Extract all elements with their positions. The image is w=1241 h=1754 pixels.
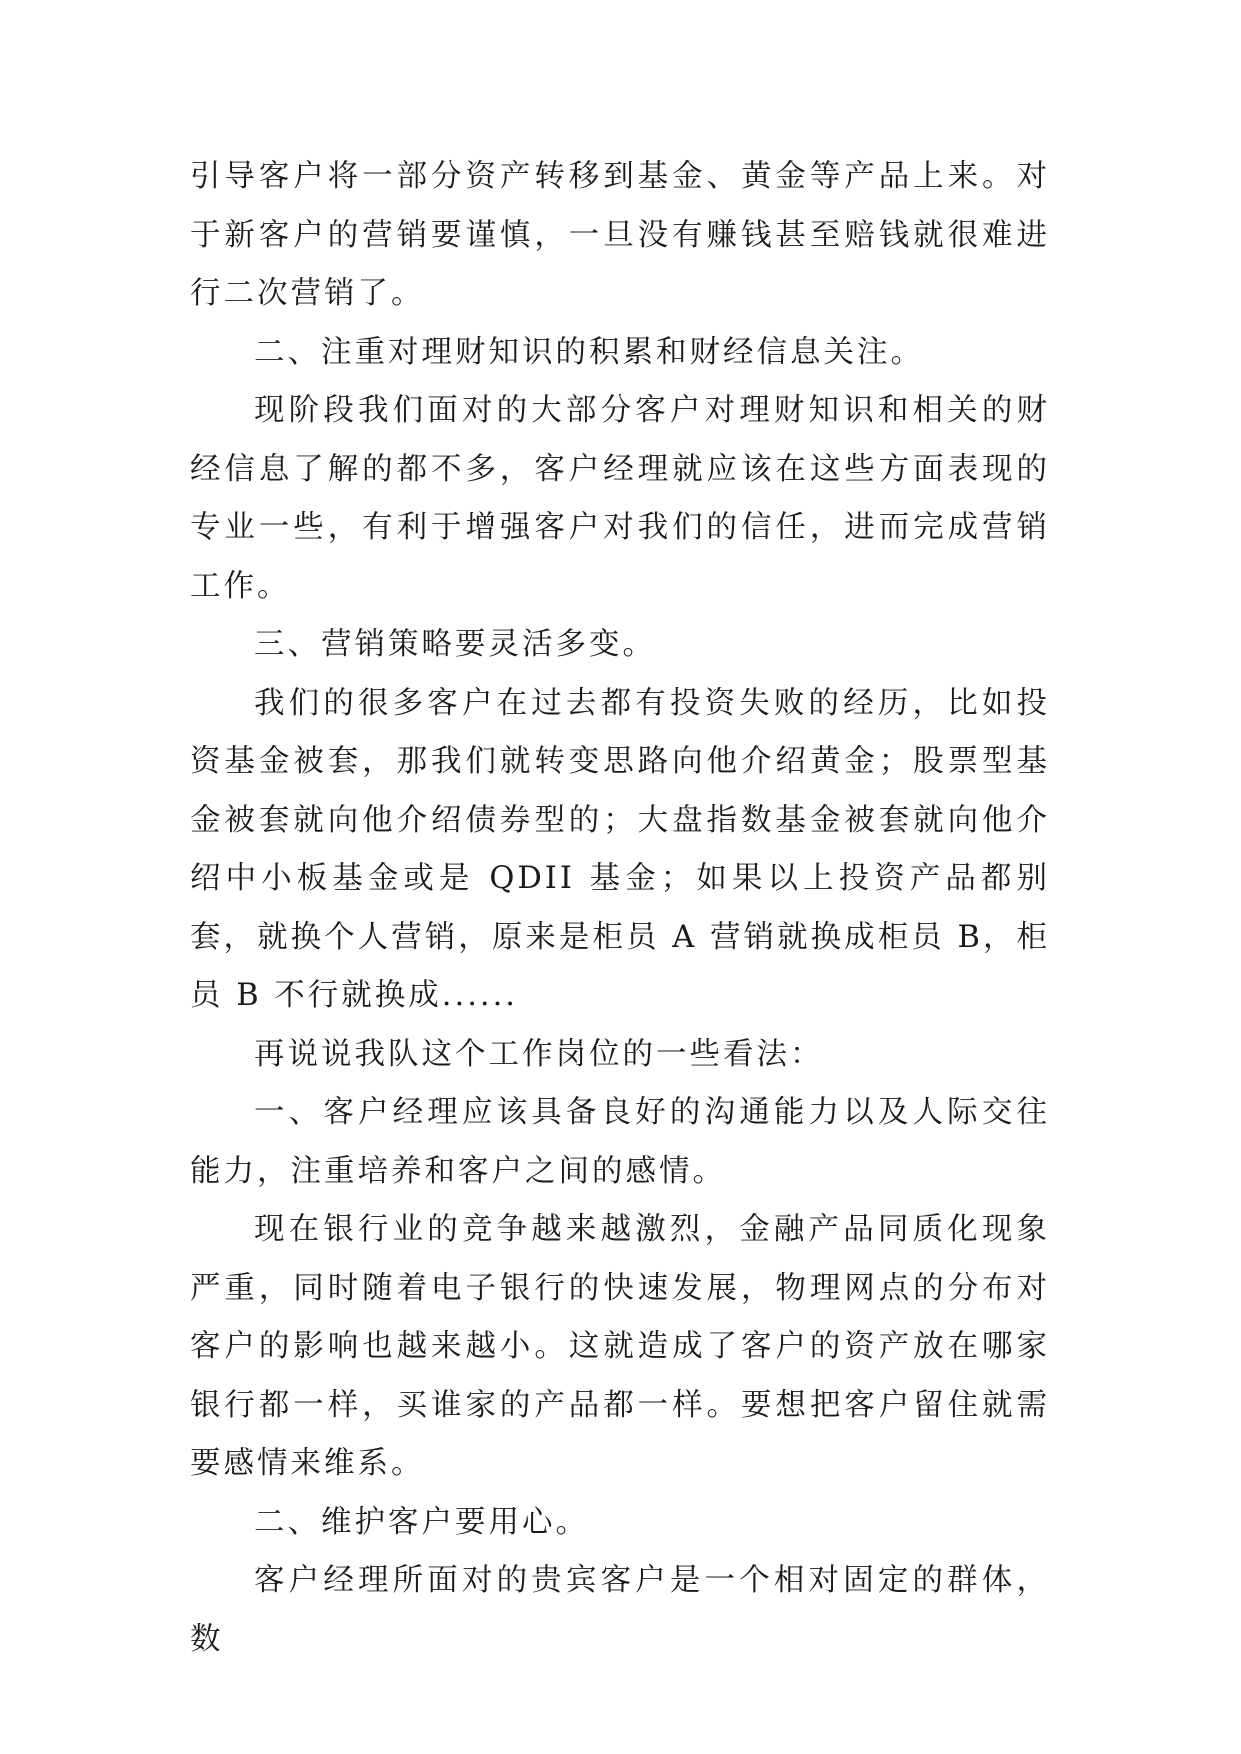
paragraph: 再说说我队这个工作岗位的一些看法：: [254, 1036, 824, 1072]
paragraph: 二、维护客户要用心。: [254, 1504, 589, 1540]
paragraph: 现在银行业的竞争越来越激烈，金融产品同质化现象严重，同时随着电子银行的快速发展，物理网点的分布对客户的影响也越来越小。这就造成了客户的资产放在哪家银行都一样，买谁家的产品都一样。要想把客户留住就需要感情来维系。: [190, 1212, 1050, 1481]
paragraph: 客户经理所面对的贵宾客户是一个相对固定的群体，数: [190, 1563, 1050, 1657]
paragraph: 一、客户经理应该具备良好的沟通能力以及人际交往能力，注重培养和客户之间的感情。: [190, 1095, 1050, 1189]
paragraph: 我们的很多客户在过去都有投资失败的经历，比如投资基金被套，那我们就转变思路向他介绍黄金；股票型基金被套就向他介绍债券型的；大盘指数基金被套就向他介绍中小板基金或是 QDII 基金；如果以上投资产品都别套，就换个人营销，原来是柜员 A 营销就换成柜员 B，柜员 B 不行就换成......: [190, 685, 1050, 1013]
paragraph: 现阶段我们面对的大部分客户对理财知识和相关的财经信息了解的都不多，客户经理就应该在这些方面表现的专业一些，有利于增强客户对我们的信任，进而完成营销工作。: [190, 393, 1050, 604]
document-body: [190, 148, 1050, 1669]
paragraph: 二、注重对理财知识的积累和财经信息关注。: [254, 334, 924, 370]
paragraph: 引导客户将一部分资产转移到基金、黄金等产品上来。对于新客户的营销要谨慎，一旦没有赚钱甚至赔钱就很难进行二次营销了。: [190, 159, 1050, 311]
paragraph: 三、营销策略要灵活多变。: [254, 627, 656, 662]
